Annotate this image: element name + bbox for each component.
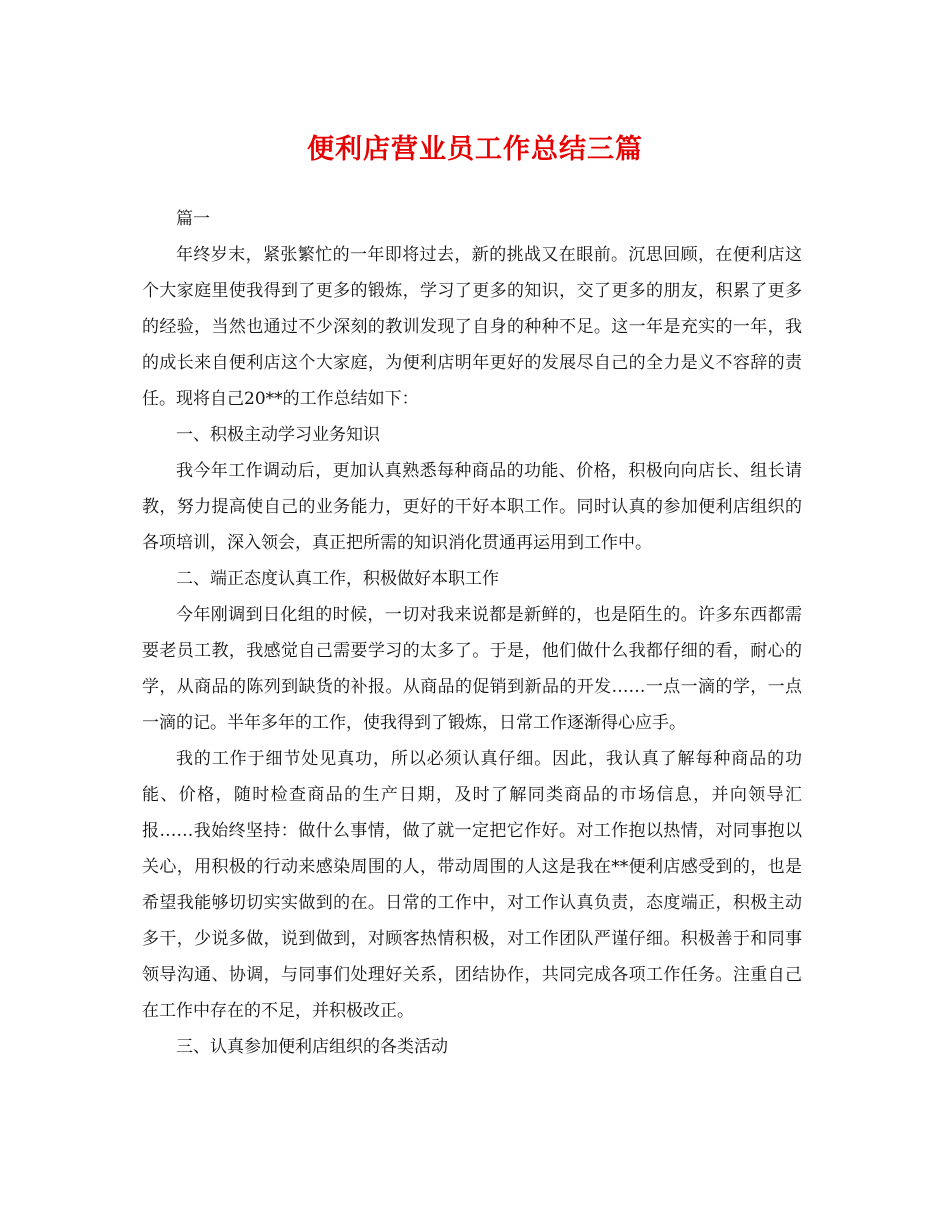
section-heading: 三、认真参加便利店组织的各类活动: [176, 1037, 448, 1057]
body-paragraph: 年终岁末，紧张繁忙的一年即将过去，新的挑战又在眼前。沉思回顾，在便利店这个大家庭里使我得到了更多的锻炼，学习了更多的知识，交了更多的朋友，积累了更多的经验，当然也通过不少深刻的教训发现了自身的种种不足。这一年是充实的一年，我的成长来自便利店这个大家庭，为便利店明年更好的发展尽自己的全力是义不容辞的责任。现将自己20**的工作总结如下：: [142, 245, 802, 409]
body-paragraph: 今年刚调到日化组的时候，一切对我来说都是新鲜的，也是陌生的。许多东西都需要老员工教，我感觉自己需要学习的太多了。于是，他们做什么我都仔细的看，耐心的学，从商品的陈列到缺货的补报。从商品的促销到新品的开发……一点一滴的学，一点一滴的记。半年多年的工作，使我得到了锻炼，日常工作逐渐得心应手。: [142, 605, 802, 733]
section-heading: 一、积极主动学习业务知识: [176, 425, 380, 445]
document-body: [142, 201, 802, 1065]
section-label: 篇一: [176, 209, 210, 229]
document-title: 便利店营业员工作总结三篇: [307, 134, 643, 165]
section-heading: 二、端正态度认真工作，积极做好本职工作: [176, 569, 499, 589]
body-paragraph: 我今年工作调动后，更加认真熟悉每种商品的功能、价格，积极向向店长、组长请教，努力提高使自己的业务能力，更好的干好本职工作。同时认真的参加便利店组织的各项培训，深入领会，真正把所需的知识消化贯通再运用到工作中。: [142, 461, 802, 553]
body-paragraph: 我的工作于细节处见真功，所以必须认真仔细。因此，我认真了解每种商品的功能、价格，随时检查商品的生产日期，及时了解同类商品的市场信息，并向领导汇报……我始终坚持：做什么事情，做了就一定把它作好。对工作抱以热情，对同事抱以关心，用积极的行动来感染周围的人，带动周围的人这是我在**便利店感受到的，也是希望我能够切切实实做到的在。日常的工作中，对工作认真负责，态度端正，积极主动多干，少说多做，说到做到，对顾客热情积极，对工作团队严谨仔细。积极善于和同事领导沟通、协调，与同事们处理好关系，团结协作，共同完成各项工作任务。注重自己在工作中存在的不足，并积极改正。: [142, 749, 802, 1021]
